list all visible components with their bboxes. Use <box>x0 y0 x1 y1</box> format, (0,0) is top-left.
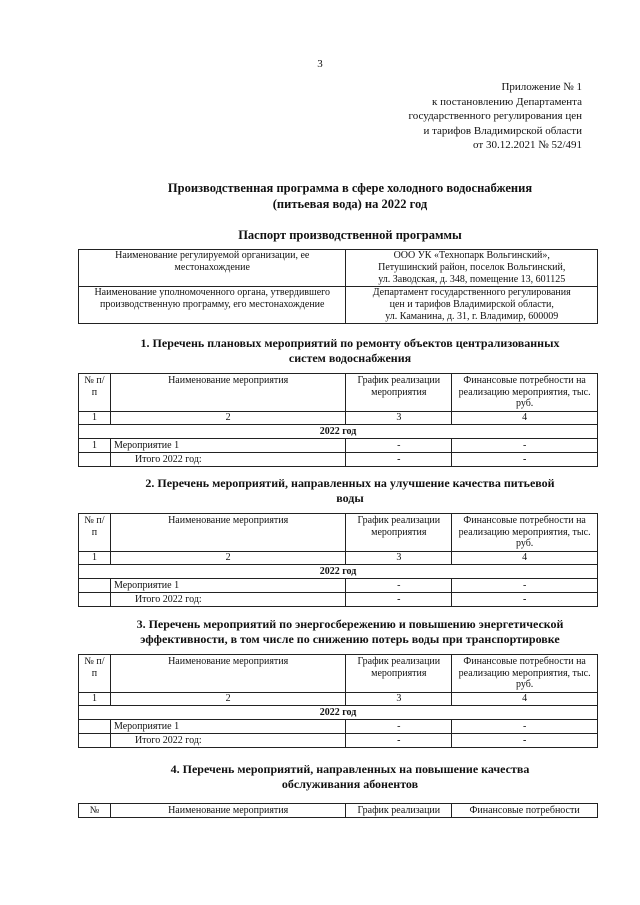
item-name: Мероприятие 1 <box>110 439 345 453</box>
col-number: 4 <box>452 552 598 565</box>
col-schedule-header: График реализации <box>346 804 452 818</box>
table-header-row <box>79 374 598 412</box>
col-name-header: Наименование мероприятия <box>110 655 345 693</box>
passport-value-line: ул. Каманина, д. 31, г. Владимир, 600009 <box>385 311 559 322</box>
item-name: Мероприятие 1 <box>110 579 345 593</box>
passport-row <box>79 287 598 324</box>
appendix-line: государственного регулирования цен <box>408 110 582 122</box>
passport-table <box>78 249 598 324</box>
total-finance: - <box>452 593 598 607</box>
table-header-row <box>79 514 598 552</box>
total-schedule: - <box>346 734 452 748</box>
table-row <box>79 720 598 734</box>
section-title-line: 3. Перечень мероприятий по энергосбережению и повышению энергетической <box>136 617 564 631</box>
year-row <box>79 425 598 439</box>
page-number: 3 <box>317 58 323 70</box>
item-finance: - <box>452 439 598 453</box>
passport-value <box>346 287 598 324</box>
year-label: 2022 год <box>79 425 598 439</box>
col-number: 2 <box>110 552 345 565</box>
section-title-line: 1. Перечень плановых мероприятий по ремонту объектов централизованных <box>140 336 560 350</box>
empty-cell <box>79 453 111 467</box>
total-schedule: - <box>346 593 452 607</box>
passport-label: Наименование регулируемой организации, ее местонахождение <box>79 250 346 287</box>
document-title-line2: (питьевая вода) на 2022 год <box>272 197 428 211</box>
total-row <box>79 593 598 607</box>
column-number-row <box>79 552 598 565</box>
col-schedule-header: График реализации мероприятия <box>346 655 452 693</box>
item-number <box>79 720 111 734</box>
year-row <box>79 706 598 720</box>
item-schedule: - <box>346 439 452 453</box>
section-2-title <box>95 476 605 506</box>
col-num-header: № п/п <box>79 655 111 693</box>
total-label: Итого 2022 год: <box>110 593 345 607</box>
col-finance-header: Финансовые потребности <box>452 804 598 818</box>
item-schedule: - <box>346 720 452 734</box>
passport-row <box>79 250 598 287</box>
section-title-line: воды <box>336 491 364 505</box>
section-title-line: эффективности, в том числе по снижению потерь воды при транспортировке <box>140 632 560 646</box>
passport-value <box>346 250 598 287</box>
passport-value-line: Петушинский район, поселок Вольгинский, <box>378 262 566 273</box>
item-number <box>79 579 111 593</box>
passport-title: Паспорт производственной программы <box>238 228 462 242</box>
col-number: 4 <box>452 412 598 425</box>
col-name-header: Наименование мероприятия <box>110 804 345 818</box>
total-label: Итого 2022 год: <box>110 453 345 467</box>
col-num-header: № <box>79 804 111 818</box>
item-name: Мероприятие 1 <box>110 720 345 734</box>
col-number: 1 <box>79 552 111 565</box>
appendix-line: от 30.12.2021 № 52/491 <box>473 139 582 151</box>
item-finance: - <box>452 579 598 593</box>
passport-value-line: цен и тарифов Владимирской области, <box>389 299 554 310</box>
col-number: 1 <box>79 412 111 425</box>
col-name-header: Наименование мероприятия <box>110 374 345 412</box>
col-number: 2 <box>110 693 345 706</box>
col-schedule-header: График реализации мероприятия <box>346 374 452 412</box>
col-finance-header: Финансовые потребности на реализацию мероприятия, тыс. руб. <box>452 514 598 552</box>
appendix-line: к постановлению Департамента <box>431 95 582 108</box>
year-row <box>79 565 598 579</box>
total-finance: - <box>452 453 598 467</box>
col-finance-header: Финансовые потребности на реализацию мероприятия, тыс. руб. <box>452 655 598 693</box>
item-number: 1 <box>79 439 111 453</box>
appendix-line: Приложение № 1 <box>501 81 582 93</box>
section-title-line: 2. Перечень мероприятий, направленных на улучшение качества питьевой <box>145 476 555 490</box>
section-4-title <box>95 762 605 792</box>
col-name-header: Наименование мероприятия <box>110 514 345 552</box>
year-label: 2022 год <box>79 706 598 720</box>
total-schedule: - <box>346 453 452 467</box>
col-number: 1 <box>79 693 111 706</box>
column-number-row <box>79 693 598 706</box>
table-row <box>79 579 598 593</box>
section-3-title <box>95 617 605 647</box>
col-number: 4 <box>452 693 598 706</box>
passport-value-line: ООО УК «Технопарк Вольгинский», <box>393 250 550 261</box>
item-finance: - <box>452 720 598 734</box>
col-number: 3 <box>346 693 452 706</box>
col-finance-header: Финансовые потребности на реализацию мероприятия, тыс. руб. <box>452 374 598 412</box>
passport-value-line: ул. Заводская, д. 348, помещение 13, 601125 <box>378 274 566 285</box>
column-number-row <box>79 412 598 425</box>
col-num-header: № п/п <box>79 514 111 552</box>
table-header-row <box>79 655 598 693</box>
document-title <box>70 180 630 212</box>
section-1-title <box>95 336 605 366</box>
document-title-line1: Производственная программа в сфере холодного водоснабжения <box>167 181 533 195</box>
total-row <box>79 734 598 748</box>
passport-label: Наименование уполномоченного органа, утвердившего производственную программу, его местонахождение <box>79 287 346 324</box>
passport-value-line: Департамент государственного регулирования <box>372 287 571 298</box>
section-1-table <box>78 373 598 467</box>
empty-cell <box>79 593 111 607</box>
total-row <box>79 453 598 467</box>
section-4-table <box>78 803 598 818</box>
section-title-line: систем водоснабжения <box>288 351 412 365</box>
section-3-table <box>78 654 598 748</box>
col-num-header: № п/п <box>79 374 111 412</box>
section-title-line: 4. Перечень мероприятий, направленных на повышение качества <box>170 762 530 776</box>
appendix-line: и тарифов Владимирской области <box>423 124 582 137</box>
col-number: 3 <box>346 412 452 425</box>
empty-cell <box>79 734 111 748</box>
table-header-row <box>79 804 598 818</box>
section-title-line: обслуживания абонентов <box>281 777 419 791</box>
total-finance: - <box>452 734 598 748</box>
year-label: 2022 год <box>79 565 598 579</box>
col-number: 2 <box>110 412 345 425</box>
appendix-block <box>342 80 582 153</box>
total-label: Итого 2022 год: <box>110 734 345 748</box>
section-2-table <box>78 513 598 607</box>
col-schedule-header: График реализации мероприятия <box>346 514 452 552</box>
col-number: 3 <box>346 552 452 565</box>
table-row <box>79 439 598 453</box>
item-schedule: - <box>346 579 452 593</box>
